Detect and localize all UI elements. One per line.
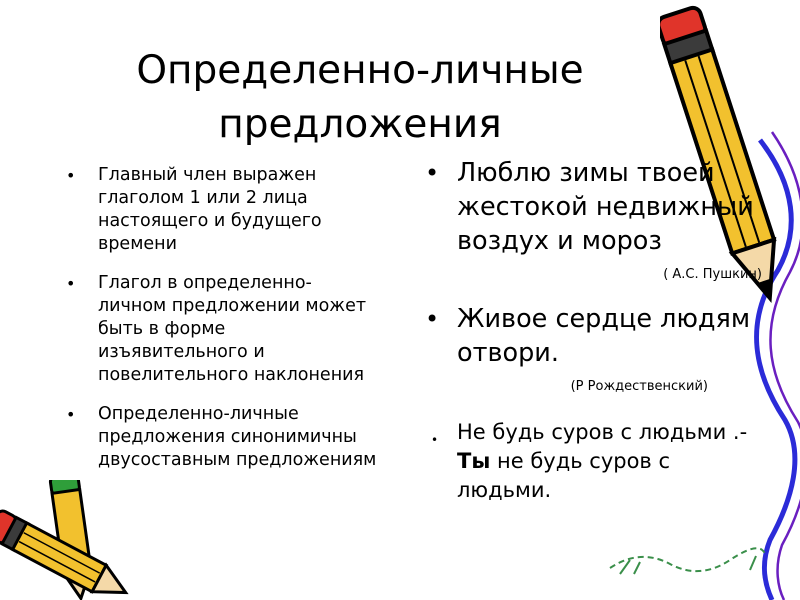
slide-title: Определенно-личные предложения — [136, 48, 584, 147]
ornament-decoration — [600, 540, 770, 580]
definition-list — [60, 164, 380, 488]
example-quote: • Люблю зимы твоей жестокой недвижный воздух и мороз — [425, 158, 754, 256]
quote-author: (Р Рождественский) — [570, 379, 708, 394]
list-item: • Главный член выражен глаголом 1 или 2 лица настоящего и будущего времени — [66, 165, 322, 254]
pencil-group-icon — [0, 480, 150, 600]
bullet-icon: • — [431, 433, 439, 447]
bullet-icon: • — [66, 405, 76, 424]
bullet-icon: • — [425, 159, 440, 187]
quote-author: ( А.С. Пушкин) — [663, 267, 762, 282]
example-quote: • Живое сердце людям отвори. — [425, 304, 751, 368]
bullet-icon: • — [66, 274, 76, 293]
examples-column — [425, 156, 770, 505]
bullet-icon: • — [425, 305, 440, 333]
list-item: • Определенно-личные предложения синонимичны двусоставным предложениям — [66, 404, 377, 470]
bullet-icon: • — [66, 166, 76, 185]
example-quote: • Не будь суров с людьми .-Ты не будь суров с людьми. — [431, 420, 748, 502]
list-item: • Глагол в определенно-личном предложении может быть в форме изъявительного и повелительного наклонения — [66, 273, 367, 385]
